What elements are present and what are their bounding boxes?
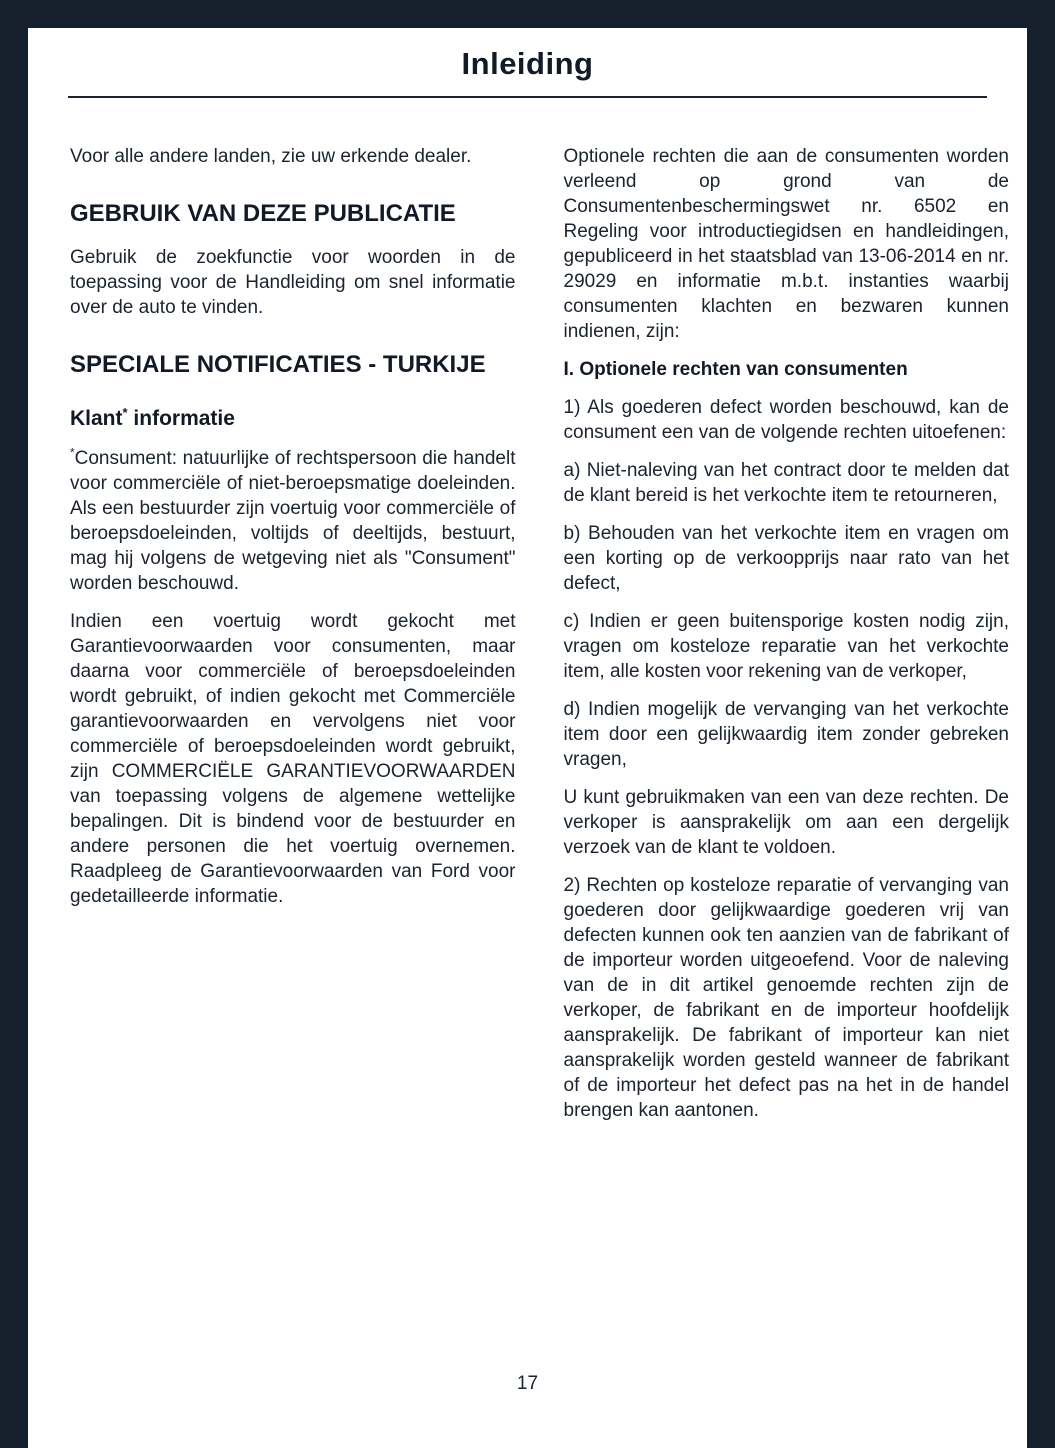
paragraph: c) Indien er geen buitensporige kosten nodig zijn, vragen om kosteloze reparatie van het verkochte item, alle kosten voor rekening van de verkoper, <box>563 611 1009 682</box>
paragraph: Gebruik de zoekfunctie voor woorden in de toepassing voor de Handleiding om snel informatie over de auto te vinden. <box>70 247 516 318</box>
section-heading: SPECIALE NOTIFICATIES - TURKIJE <box>70 351 486 378</box>
section-heading: GEBRUIK VAN DEZE PUBLICATIE <box>70 200 456 227</box>
paragraph: Voor alle andere landen, zie uw erkende dealer. <box>70 146 472 167</box>
paragraph: Optionele rechten die aan de consumenten worden verleend op grond van de Consumentenbeschermingswet nr. 6502 en Regeling voor introductiegidsen en handleidingen, gepubliceerd in het staatsblad van 13-06-2014 en nr. 29029 en informatie m.b.t. instanties waarbij consumenten klachten en bezwaren kunnen indienen, zijn: <box>563 146 1009 342</box>
page-header <box>28 28 1027 98</box>
paragraph: *Consument: natuurlijke of rechtspersoon die handelt voor commerciële of niet-beroepsmatige doeleinden. Als een bestuurder zijn voertuig voor commerciële of beroepsdoeleinden, voltijds of deeltijds, bestuurt, mag hij volgens de wetgeving niet als "Consument" worden beschouwd. <box>70 446 516 594</box>
left-column <box>70 144 516 1136</box>
right-column <box>564 144 1010 1136</box>
paragraph: Indien een voertuig wordt gekocht met Garantievoorwaarden voor consumenten, maar daarna voor commerciële of beroepsdoeleinden wordt gebruikt, of indien gekocht met Commerciële garantievoorwaarden en vervolgens niet voor commerciële of beroepsdoeleinden wordt gebruikt, zijn COMMERCIËLE GARANTIEVOORWAARDEN van toepassing volgens de algemene wettelijke bepalingen. Dit is bindend voor de bestuurder en andere personen die het voertuig overnemen. Raadpleeg de Garantievoorwaarden van Ford voor gedetailleerde informatie. <box>70 611 516 907</box>
paragraph: d) Indien mogelijk de vervanging van het verkochte item door een gelijkwaardig item zonder gebreken vragen, <box>563 699 1009 770</box>
page-title: Inleiding <box>461 46 594 81</box>
paragraph: U kunt gebruikmaken van een van deze rechten. De verkoper is aansprakelijk om aan een dergelijk verzoek van de klant te voldoen. <box>563 787 1009 858</box>
paragraph: b) Behouden van het verkochte item en vragen om een korting op de verkoopprijs naar rato van het defect, <box>563 523 1009 594</box>
section-heading: I. Optionele rechten van consumenten <box>563 359 908 380</box>
paragraph: 2) Rechten op kosteloze reparatie of vervanging van goederen door gelijkwaardige goederen vrij van defecten kunnen ook ten aanzien van de fabrikant of de importeur worden uitgeoefend. Voor de naleving van de in dit artikel genoemde rechten zijn de verkoper, de fabrikant en de importeur hoofdelijk aansprakelijk. De fabrikant of importeur kan niet aansprakelijk worden gesteld wanneer de fabrikant of de importeur het defect pas na het in de handel brengen kan aantonen. <box>563 875 1009 1121</box>
page-content <box>28 98 1027 1136</box>
paragraph: a) Niet-naleving van het contract door te melden dat de klant bereid is het verkochte item te retourneren, <box>563 460 1009 506</box>
page-number: 17 <box>516 1373 539 1394</box>
paragraph: 1) Als goederen defect worden beschouwd, kan de consument een van de volgende rechten uitoefenen: <box>563 397 1009 443</box>
section-heading: Klant* informatie <box>70 405 235 430</box>
